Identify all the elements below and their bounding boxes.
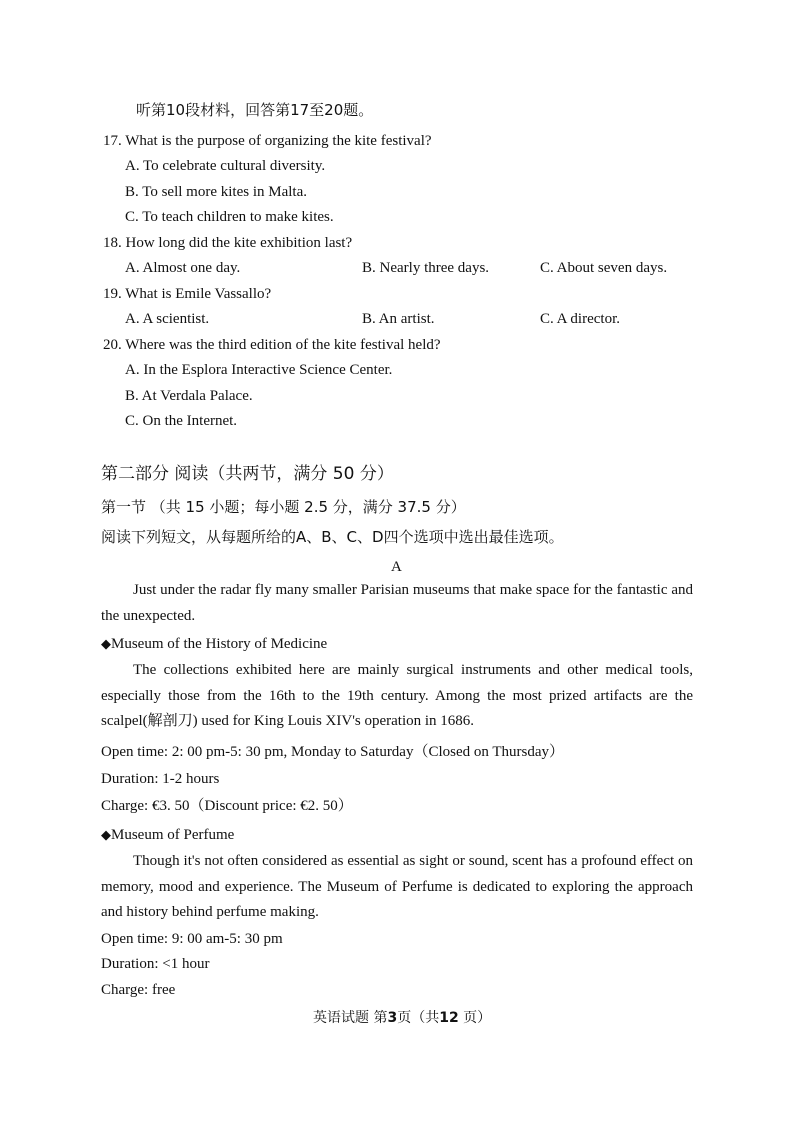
diamond-bullet-icon: ◆ [101,828,111,843]
museum-perfume-charge: Charge: free [101,982,176,998]
question-19-option-a: A. A scientist. [125,311,210,327]
question-20-option-a: A. In the Esplora Interactive Science Center. [125,362,393,378]
question-20-option-c: C. On the Internet. [125,413,238,429]
question-17-option-b: B. To sell more kites in Malta. [125,184,307,200]
question-18-option-c: C. About seven days. [540,260,668,276]
question-19-option-c: C. A director. [540,311,620,327]
question-17-option-a: A. To celebrate cultural diversity. [125,158,326,174]
question-17-option-c: C. To teach children to make kites. [125,209,334,225]
museum-medicine-open-time: Open time: 2: 00 pm-5: 30 pm, Monday to Saturday（Closed on Thursday） [101,744,565,760]
page-footer: 英语试题 第3页（共12 页） [313,1010,492,1026]
listening-instruction: 听第10段材料，回答第17至20题。 [136,101,374,119]
museum-perfume-open-time: Open time: 9: 00 am-5: 30 pm [101,931,283,947]
question-20: 20. Where was the third edition of the kite festival held? [103,337,441,353]
part-two-title: 第二部分 阅读（共两节，满分 50 分） [101,464,394,484]
museum-medicine-charge: Charge: €3. 50（Discount price: €2. 50） [101,798,353,814]
diamond-bullet-icon: ◆ [101,637,111,652]
museum-perfume-description: Though it's not often considered as essential as sight or sound, scent has a profound effect on memory, mood and experience. The Museum of Perfume is dedicated to exploring the approach and history behind perfume making. [101,853,693,920]
page-number: 3 [387,1010,398,1026]
question-17: 17. What is the purpose of organizing the kite festival? [103,133,432,149]
question-18-option-b: B. Nearly three days. [362,260,490,276]
total-pages: 12 [439,1010,459,1026]
museum-perfume-name: Museum of Perfume [111,827,235,843]
question-18-option-a: A. Almost one day. [125,260,241,276]
museum-medicine-duration: Duration: 1-2 hours [101,771,220,787]
section-one-title: 第一节 （共 15 小题；每小题 2.5 分，满分 37.5 分） [101,498,466,516]
reading-instruction: 阅读下列短文，从每题所给的A、B、C、D四个选项中选出最佳选项。 [101,528,564,546]
question-19: 19. What is Emile Vassallo? [103,286,272,302]
museum-medicine-name: Museum of the History of Medicine [111,636,328,652]
passage-label: A [391,559,402,575]
passage-intro: Just under the radar fly many smaller Parisian museums that make space for the fantastic and the unexpected. [101,582,693,624]
museum-perfume-heading [101,825,234,846]
question-18: 18. How long did the kite exhibition last? [103,235,353,251]
question-20-option-b: B. At Verdala Palace. [125,388,253,404]
question-19-option-b: B. An artist. [362,311,435,327]
museum-medicine-heading [101,634,327,655]
museum-medicine-description: The collections exhibited here are mainly surgical instruments and other medical tools, especially those from the 16th to the 19th century. Among the most prized artifacts are the scalpel(解剖刀) used for King Louis XIV's operation in 1686. [101,662,693,729]
museum-perfume-duration: Duration: <1 hour [101,956,210,972]
